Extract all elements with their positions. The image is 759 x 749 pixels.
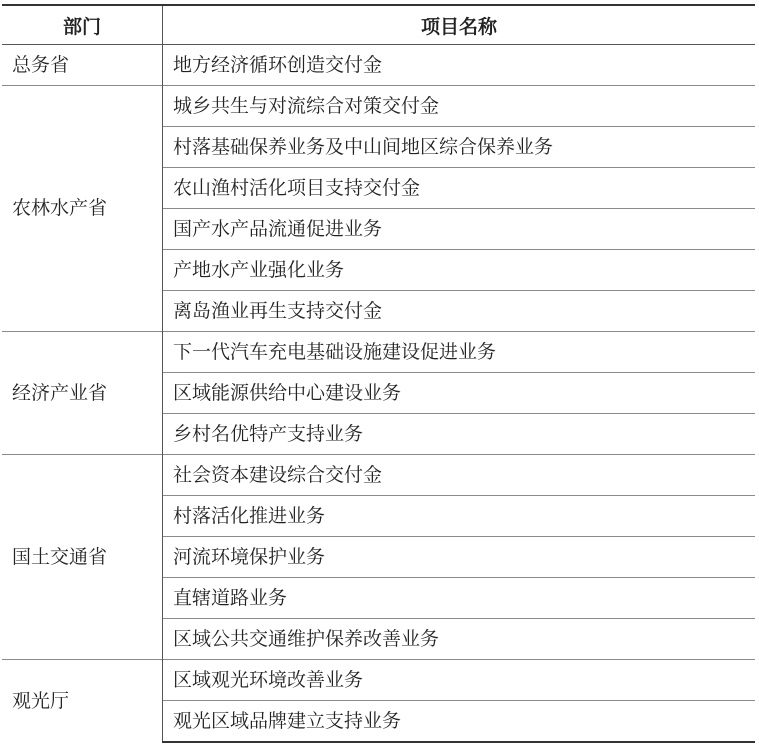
project-cell: 区域公共交通维护保养改善业务 (163, 619, 756, 660)
table-row (2, 332, 755, 373)
header-row (2, 5, 755, 45)
project-cell: 产地水产业强化业务 (163, 250, 756, 291)
dept-cell: 国土交通省 (2, 455, 163, 660)
project-cell: 地方经济循环创造交付金 (163, 45, 756, 86)
project-cell: 观光区域品牌建立支持业务 (163, 701, 756, 743)
project-cell: 河流环境保护业务 (163, 537, 756, 578)
project-cell: 村落活化推进业务 (163, 496, 756, 537)
project-table-container (2, 4, 755, 743)
header-dept: 部门 (2, 5, 163, 45)
project-cell: 下一代汽车充电基础设施建设促进业务 (163, 332, 756, 373)
project-cell: 离岛渔业再生支持交付金 (163, 291, 756, 332)
project-cell: 社会资本建设综合交付金 (163, 455, 756, 496)
project-cell: 直辖道路业务 (163, 578, 756, 619)
dept-cell: 经济产业省 (2, 332, 163, 455)
project-cell: 城乡共生与对流综合对策交付金 (163, 86, 756, 127)
project-cell: 国产水产品流通促进业务 (163, 209, 756, 250)
table-row (2, 45, 755, 86)
project-cell: 区域观光环境改善业务 (163, 660, 756, 701)
project-cell: 乡村名优特产支持业务 (163, 414, 756, 455)
header-project: 项目名称 (163, 5, 756, 45)
project-cell: 区域能源供给中心建设业务 (163, 373, 756, 414)
table-row (2, 86, 755, 127)
table-body (2, 45, 755, 743)
dept-cell: 观光厅 (2, 660, 163, 743)
project-cell: 村落基础保养业务及中山间地区综合保养业务 (163, 127, 756, 168)
dept-cell: 农林水产省 (2, 86, 163, 332)
project-cell: 农山渔村活化项目支持交付金 (163, 168, 756, 209)
table-row (2, 660, 755, 701)
project-table (2, 4, 755, 743)
dept-cell: 总务省 (2, 45, 163, 86)
table-row (2, 455, 755, 496)
